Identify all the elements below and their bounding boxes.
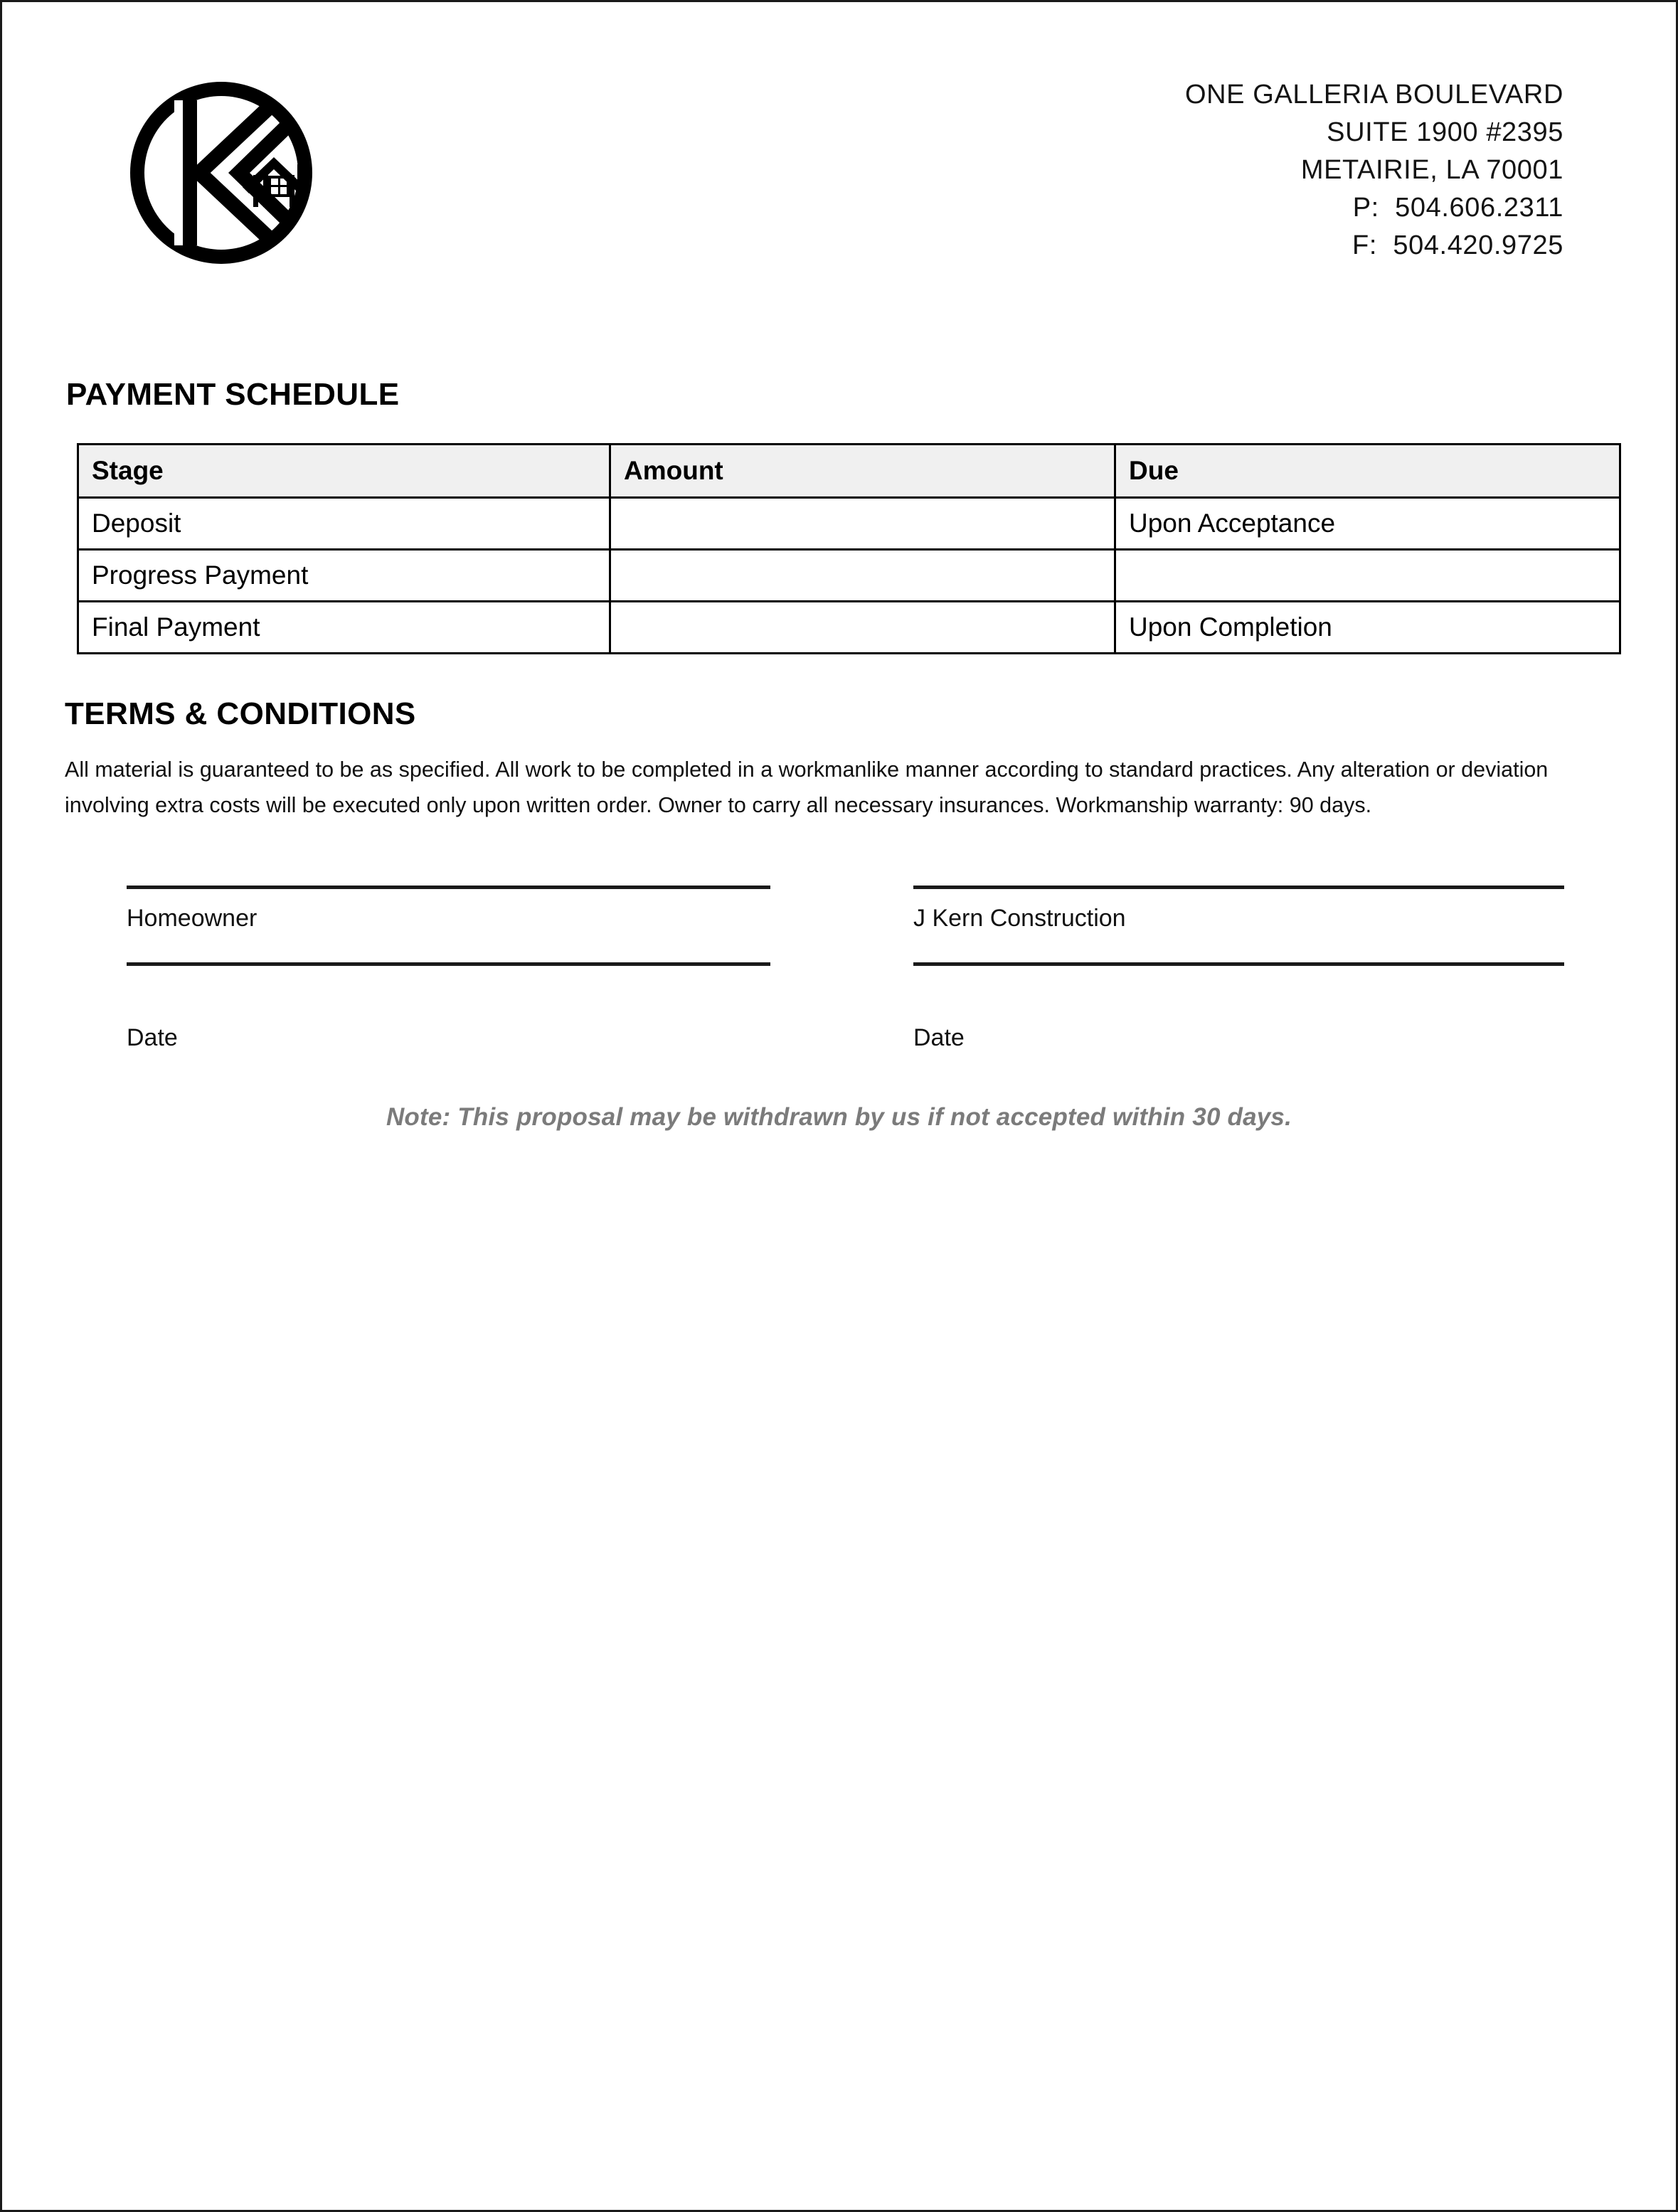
column-header-stage: Stage (78, 445, 610, 498)
payment-schedule-heading: PAYMENT SCHEDULE (66, 377, 400, 412)
spacer (127, 966, 770, 1009)
jk-circle-house-logo-icon (122, 73, 321, 272)
signature-block-contractor (913, 886, 1564, 1052)
cell-amount[interactable] (610, 498, 1115, 550)
address-line-street: ONE GALLERIA BOULEVARD (1184, 80, 1563, 110)
cell-amount[interactable] (610, 550, 1115, 602)
cell-stage: Deposit (78, 498, 610, 550)
company-address (1185, 76, 1563, 265)
date-label-homeowner: Date (127, 1024, 178, 1051)
cell-stage: Final Payment (78, 602, 610, 654)
cell-stage: Progress Payment (78, 550, 610, 602)
letterhead (2, 2, 1676, 315)
date-label-contractor: Date (913, 1024, 965, 1051)
signature-label-contractor: J Kern Construction (913, 905, 1126, 932)
spacer (913, 932, 1564, 962)
cell-due: Upon Acceptance (1115, 498, 1620, 550)
signature-line-contractor[interactable] (913, 886, 1564, 889)
cell-due: Upon Completion (1115, 602, 1620, 654)
withdrawal-note: Note: This proposal may be withdrawn by us if not accepted within 30 days. (386, 1103, 1292, 1131)
column-header-due: Due (1115, 445, 1620, 498)
table-header-row (78, 445, 1620, 498)
terms-conditions-heading: TERMS & CONDITIONS (65, 696, 416, 731)
signature-area (2, 886, 1676, 1127)
table-row (78, 498, 1620, 550)
address-line-suite: SUITE 1900 #2395 (1327, 117, 1563, 147)
page-content (2, 2, 1676, 2210)
cell-amount[interactable] (610, 602, 1115, 654)
signature-line-homeowner[interactable] (127, 886, 770, 889)
address-line-phone: P: 504.606.2311 (1352, 193, 1563, 223)
column-header-amount: Amount (610, 445, 1115, 498)
table-row (78, 602, 1620, 654)
signature-label-homeowner: Homeowner (127, 905, 257, 932)
company-logo (122, 73, 321, 272)
address-line-fax: F: 504.420.9725 (1352, 230, 1563, 260)
signature-block-homeowner (127, 886, 770, 1052)
spacer (127, 932, 770, 962)
address-line-city-state-zip: METAIRIE, LA 70001 (1300, 155, 1563, 185)
terms-conditions-body: All material is guaranteed to be as specified. All work to be completed in a workmanlike manner according to standard practices. Any alteration or deviation involving extra costs will be executed only upon written order. Owner to carry all necessary insurances. Workmanship warranty: 90 days. (65, 757, 1549, 817)
spacer (913, 966, 1564, 1009)
cell-due[interactable] (1115, 550, 1620, 602)
table-row (78, 550, 1620, 602)
payment-schedule-table (77, 443, 1621, 654)
